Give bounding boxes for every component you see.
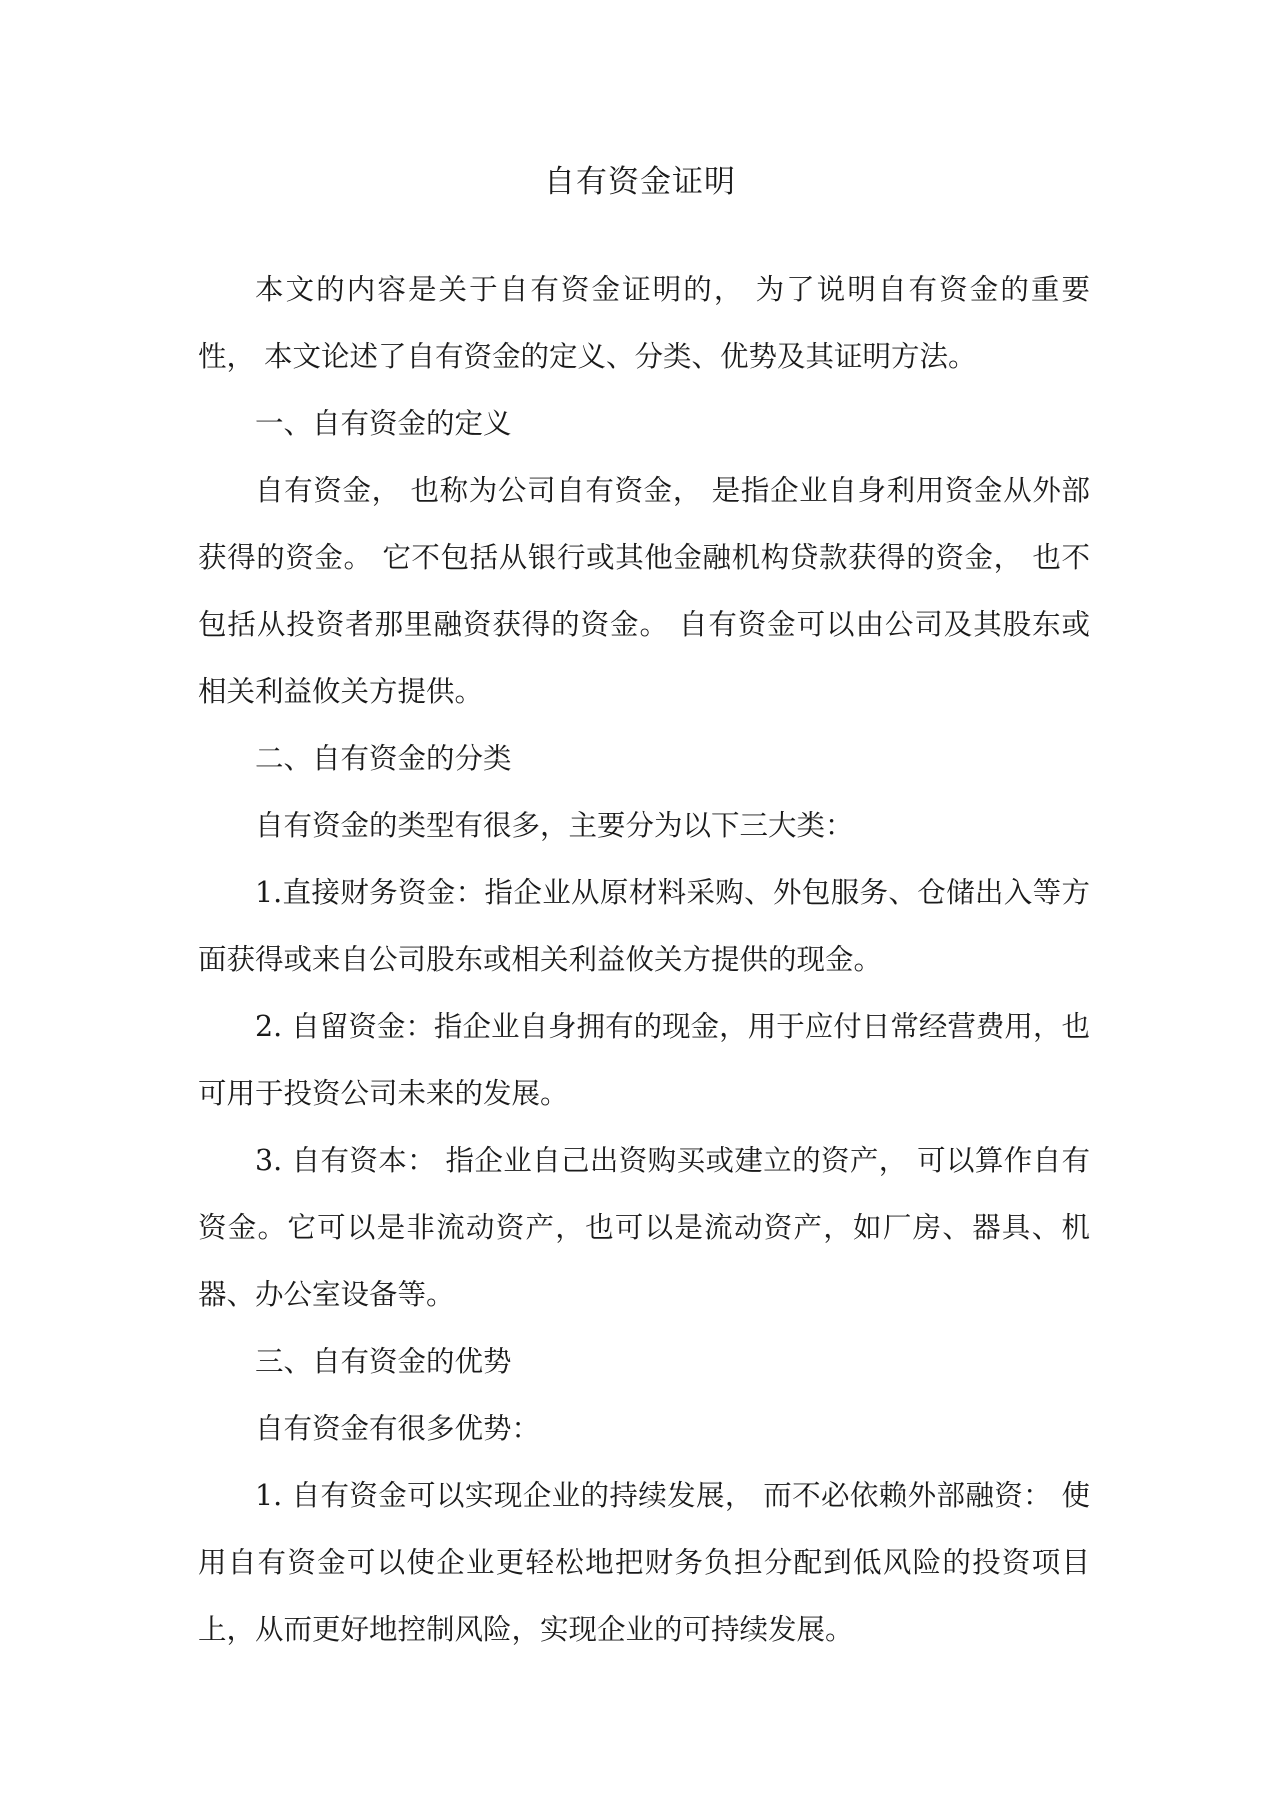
document-body <box>198 256 1090 1663</box>
classification-item-2: 2. 自留资金：指企业自身拥有的现金，用于应付日常经营费用，也可用于投资公司未来的发展。 <box>198 1010 1090 1110</box>
classification-item-3: 3. 自有资本： 指企业自己出资购买或建立的资产， 可以算作自有资金。它可以是非流动资产，也可以是流动资产，如厂房、器具、机器、办公室设备等。 <box>198 1144 1090 1311</box>
document-title: 自有资金证明 <box>544 164 736 200</box>
classification-intro-paragraph: 自有资金的类型有很多，主要分为以下三大类： <box>255 809 854 842</box>
section-heading-classification: 二、自有资金的分类 <box>255 742 512 775</box>
intro-paragraph: 本文的内容是关于自有资金证明的， 为了说明自有资金的重要性， 本文论述了自有资金的定义、分类、优势及其证明方法。 <box>198 273 1090 373</box>
section-heading-definition: 一、自有资金的定义 <box>255 407 512 440</box>
advantage-item-1: 1. 自有资金可以实现企业的持续发展， 而不必依赖外部融资： 使用自有资金可以使企业更轻松地把财务负担分配到低风险的投资项目上，从而更好地控制风险，实现企业的可持续发展。 <box>198 1479 1090 1646</box>
advantages-intro-paragraph: 自有资金有很多优势： <box>255 1412 541 1445</box>
classification-item-1: 1.直接财务资金：指企业从原材料采购、外包服务、仓储出入等方面获得或来自公司股东或相关利益攸关方提供的现金。 <box>198 876 1090 976</box>
section-heading-advantages: 三、自有资金的优势 <box>255 1345 512 1378</box>
definition-paragraph: 自有资金， 也称为公司自有资金， 是指企业自身利用资金从外部获得的资金。 它不包括从银行或其他金融机构贷款获得的资金， 也不包括从投资者那里融资获得的资金。 自有资金可以由公司及其股东或相关利益攸关方提供。 <box>198 474 1090 708</box>
